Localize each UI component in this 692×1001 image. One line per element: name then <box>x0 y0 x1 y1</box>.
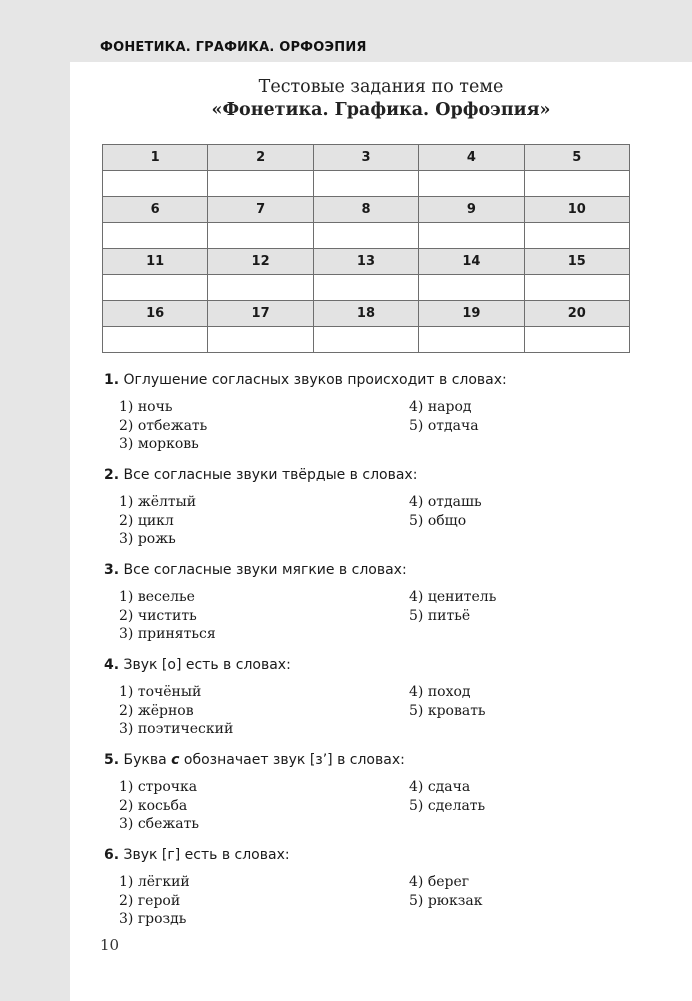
grid-number-cell: 16 <box>103 301 208 327</box>
grid-number-cell: 2 <box>208 145 313 171</box>
grid-answer-cell <box>524 223 629 249</box>
grid-number-cell: 11 <box>103 249 208 275</box>
grid-answer-cell <box>313 171 418 197</box>
option-3: 3) гроздь <box>119 911 187 927</box>
grid-answer-cell <box>524 171 629 197</box>
grid-answer-cell <box>208 275 313 301</box>
option-2: 2) цикл <box>119 512 174 529</box>
option-3: 3) приняться <box>119 626 216 642</box>
option-4: 4) сдача <box>409 779 471 795</box>
option-1: 1) жёлтый <box>119 494 197 510</box>
grid-number-cell: 13 <box>313 249 418 275</box>
grid-number-cell: 18 <box>313 301 418 327</box>
grid-number-row <box>103 145 630 171</box>
grid-answer-row <box>103 275 630 301</box>
grid-number-cell: 3 <box>313 145 418 171</box>
option-5: 5) кровать <box>409 702 486 719</box>
question-6 <box>104 846 664 941</box>
grid-number-cell: 20 <box>524 301 629 327</box>
grid-answer-cell <box>419 171 524 197</box>
option-4: 4) берег <box>409 874 470 890</box>
option-4: 4) ценитель <box>409 589 497 605</box>
question-text: Оглушение согласных звуков происходит в словах: <box>123 372 507 388</box>
option-2: 2) герой <box>119 892 181 909</box>
option-2: 2) косьба <box>119 797 188 814</box>
grid-answer-cell <box>103 171 208 197</box>
question-3 <box>104 561 664 656</box>
option-2: 2) жёрнов <box>119 702 194 719</box>
grid-number-cell: 7 <box>208 197 313 223</box>
grid-number-cell: 1 <box>103 145 208 171</box>
answer-grid <box>102 144 630 353</box>
grid-number-cell: 10 <box>524 197 629 223</box>
page-title <box>70 76 692 122</box>
grid-number-row <box>103 249 630 275</box>
question-5 <box>104 751 664 846</box>
question-number: 1. <box>104 372 120 388</box>
question-4 <box>104 656 664 751</box>
question-number: 2. <box>104 467 120 483</box>
grid-answer-cell <box>313 327 418 353</box>
question-number: 5. <box>104 752 120 768</box>
question-prompt <box>104 656 664 674</box>
option-2: 2) отбежать <box>119 417 208 434</box>
question-text-before: Буква <box>123 752 172 768</box>
grid-number-cell: 5 <box>524 145 629 171</box>
grid-number-cell: 12 <box>208 249 313 275</box>
grid-answer-cell <box>419 223 524 249</box>
grid-answer-cell <box>524 327 629 353</box>
grid-answer-cell <box>103 327 208 353</box>
question-letter: с <box>171 752 180 768</box>
grid-answer-cell <box>419 275 524 301</box>
option-4: 4) народ <box>409 399 472 415</box>
grid-number-cell: 9 <box>419 197 524 223</box>
page <box>70 62 692 1001</box>
question-number: 3. <box>104 562 120 578</box>
question-prompt <box>104 561 664 579</box>
option-4: 4) отдашь <box>409 494 482 510</box>
grid-answer-cell <box>208 171 313 197</box>
question-prompt <box>104 751 664 769</box>
question-number: 6. <box>104 847 120 863</box>
option-1: 1) строчка <box>119 779 198 795</box>
option-1: 1) лёгкий <box>119 874 190 890</box>
question-text: Все согласные звуки твёрдые в словах: <box>123 467 418 483</box>
grid-number-row <box>103 197 630 223</box>
grid-number-cell: 19 <box>419 301 524 327</box>
option-3: 3) морковь <box>119 436 199 452</box>
grid-answer-row <box>103 223 630 249</box>
option-3: 3) поэтический <box>119 721 234 737</box>
grid-number-cell: 6 <box>103 197 208 223</box>
question-prompt <box>104 371 664 389</box>
question-prompt <box>104 846 664 864</box>
grid-answer-row <box>103 171 630 197</box>
grid-answer-cell <box>524 275 629 301</box>
grid-number-cell: 15 <box>524 249 629 275</box>
grid-number-cell: 17 <box>208 301 313 327</box>
grid-number-cell: 14 <box>419 249 524 275</box>
grid-answer-cell <box>208 327 313 353</box>
title-line-1: Тестовые задания по теме <box>258 77 504 97</box>
grid-answer-cell <box>313 223 418 249</box>
question-2 <box>104 466 664 561</box>
option-5: 5) питьё <box>409 607 471 624</box>
question-text-after: обозначает звук [з’] в словах: <box>179 752 405 768</box>
page-number: 10 <box>100 936 120 954</box>
grid-answer-cell <box>103 223 208 249</box>
question-1 <box>104 371 664 466</box>
question-text: Звук [г] есть в словах: <box>123 847 290 863</box>
question-number: 4. <box>104 657 120 673</box>
grid-answer-cell <box>313 275 418 301</box>
question-prompt <box>104 466 664 484</box>
option-1: 1) точёный <box>119 684 202 700</box>
option-5: 5) общо <box>409 512 467 529</box>
grid-answer-cell <box>208 223 313 249</box>
option-1: 1) веселье <box>119 589 195 605</box>
option-5: 5) рюкзак <box>409 892 483 909</box>
grid-number-row <box>103 301 630 327</box>
title-line-2: «Фонетика. Графика. Орфоэпия» <box>211 100 551 120</box>
option-5: 5) отдача <box>409 417 479 434</box>
option-2: 2) чистить <box>119 607 197 624</box>
grid-answer-row <box>103 327 630 353</box>
grid-answer-cell <box>103 275 208 301</box>
question-text: Звук [о] есть в словах: <box>123 657 291 673</box>
option-5: 5) сделать <box>409 797 486 814</box>
grid-number-cell: 4 <box>419 145 524 171</box>
grid-answer-cell <box>419 327 524 353</box>
running-header: ФОНЕТИКА. ГРАФИКА. ОРФОЭПИЯ <box>100 40 367 55</box>
option-4: 4) поход <box>409 684 471 700</box>
option-3: 3) сбежать <box>119 816 199 832</box>
grid-number-cell: 8 <box>313 197 418 223</box>
question-text: Все согласные звуки мягкие в словах: <box>123 562 407 578</box>
option-1: 1) ночь <box>119 399 173 415</box>
option-3: 3) рожь <box>119 531 176 547</box>
questions-list <box>104 371 664 941</box>
